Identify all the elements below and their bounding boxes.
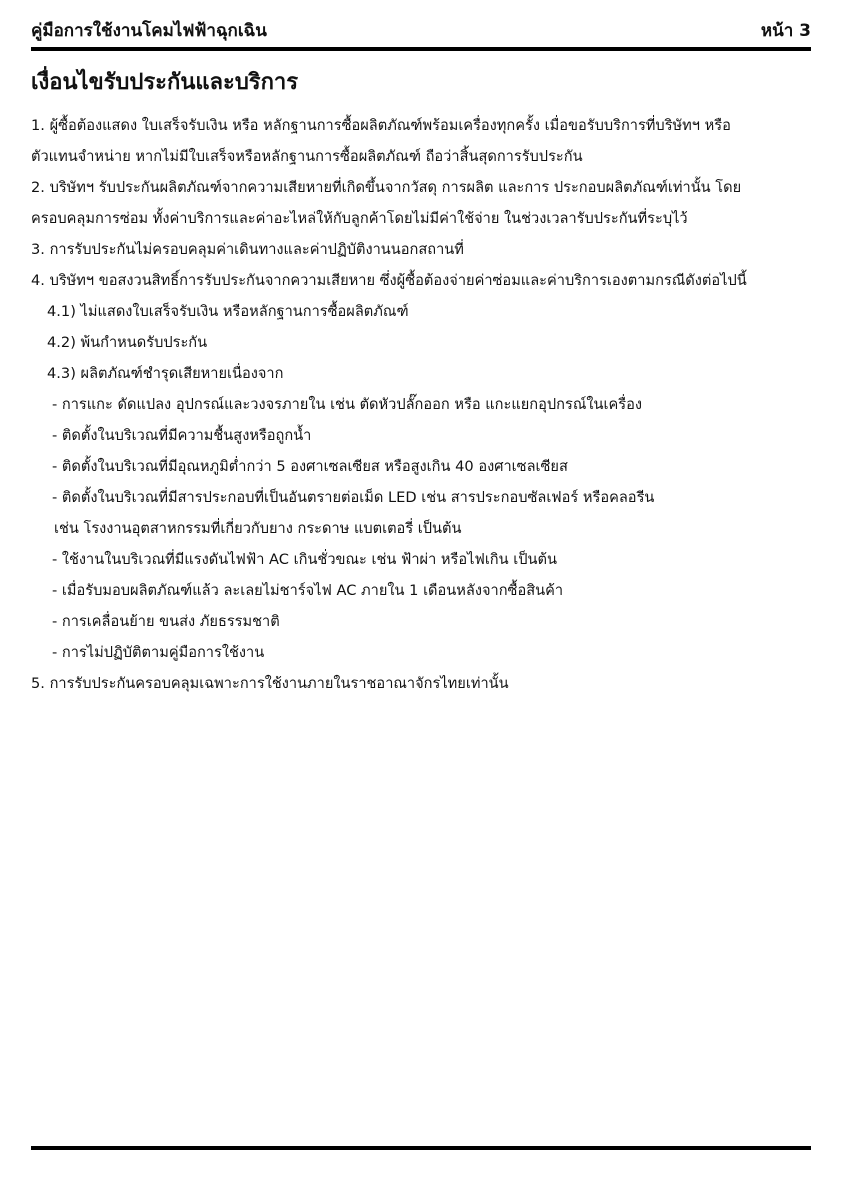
damage-item-temperature: - ติดตั้งในบริเวณที่มีอุณหภูมิต่ำกว่า 5 องศาเซลเซียส หรือสูงเกิน 40 องศาเซลเซียส	[52, 458, 568, 475]
document-title: คู่มือการใช้งานโคมไฟฟ้าฉุกเฉิน	[31, 21, 267, 41]
damage-item-humidity: - ติดตั้งในบริเวณที่มีความชื้นสูงหรือถูกน้ำ	[52, 427, 312, 444]
page-number: หน้า 3	[760, 21, 811, 41]
footer-divider	[31, 1146, 811, 1150]
condition-4-3: 4.3) ผลิตภัณฑ์ชำรุดเสียหายเนื่องจาก	[47, 365, 284, 382]
header-divider	[31, 47, 811, 51]
damage-item-no-charge: - เมื่อรับมอบผลิตภัณฑ์แล้ว ละเลยไม่ชาร์จไฟ AC ภายใน 1 เดือนหลังจากซื้อสินค้า	[52, 582, 564, 599]
damage-item-tampering: - การแกะ ดัดแปลง อุปกรณ์และวงจรภายใน เช่น ตัดหัวปลั๊กออก หรือ แกะแยกอุปกรณ์ในเครื่อง	[52, 396, 642, 413]
condition-1-line-1: 1. ผู้ซื้อต้องแสดง ใบเสร็จรับเงิน หรือ หลักฐานการซื้อผลิตภัณฑ์พร้อมเครื่องทุกครั้ง เมื่อขอรับบริการที่บริษัทฯ หรือ	[31, 117, 731, 134]
section-title: เงื่อนไขรับประกันและบริการ	[31, 70, 299, 95]
condition-3: 3. การรับประกันไม่ครอบคลุมค่าเดินทางและค่าปฏิบัติงานนอกสถานที่	[31, 241, 464, 258]
condition-1-line-2: ตัวแทนจำหน่าย หากไม่มีใบเสร็จหรือหลักฐานการซื้อผลิตภัณฑ์ ถือว่าสิ้นสุดการรับประกัน	[31, 148, 583, 165]
damage-item-manual: - การไม่ปฏิบัติตามคู่มือการใช้งาน	[52, 644, 265, 661]
damage-item-transport: - การเคลื่อนย้าย ขนส่ง ภัยธรรมชาติ	[52, 613, 280, 630]
condition-2-line-1: 2. บริษัทฯ รับประกันผลิตภัณฑ์จากความเสียหายที่เกิดขึ้นจากวัสดุ การผลิต และการ ประกอบผลิตภัณฑ์เท่านั้น โดย	[31, 179, 742, 196]
damage-item-chemicals-continued: เช่น โรงงานอุตสาหกรรมที่เกี่ยวกับยาง กระดาษ แบตเตอรี่ เป็นต้น	[54, 520, 462, 537]
condition-4: 4. บริษัทฯ ขอสงวนสิทธิ์การรับประกันจากความเสียหาย ซึ่งผู้ซื้อต้องจ่ายค่าซ่อมและค่าบริการเองตามกรณีดังต่อไปนี้	[31, 272, 747, 289]
condition-4-2: 4.2) พ้นกำหนดรับประกัน	[47, 334, 208, 351]
damage-item-chemicals: - ติดตั้งในบริเวณที่มีสารประกอบที่เป็นอันตรายต่อเม็ด LED เช่น สารประกอบซัลเฟอร์ หรือคลอรีน	[52, 489, 655, 506]
page-header	[31, 18, 811, 48]
condition-5: 5. การรับประกันครอบคลุมเฉพาะการใช้งานภายในราชอาณาจักรไทยเท่านั้น	[31, 675, 509, 692]
condition-2-line-2: ครอบคลุมการซ่อม ทั้งค่าบริการและค่าอะไหล่ให้กับลูกค้าโดยไม่มีค่าใช้จ่าย ในช่วงเวลารับประกันที่ระบุไว้	[31, 210, 688, 227]
damage-item-overvoltage: - ใช้งานในบริเวณที่มีแรงดันไฟฟ้า AC เกินชั่วขณะ เช่น ฟ้าผ่า หรือไฟเกิน เป็นต้น	[52, 551, 557, 568]
warranty-conditions	[31, 110, 815, 699]
condition-4-1: 4.1) ไม่แสดงใบเสร็จรับเงิน หรือหลักฐานการซื้อผลิตภัณฑ์	[47, 303, 409, 320]
